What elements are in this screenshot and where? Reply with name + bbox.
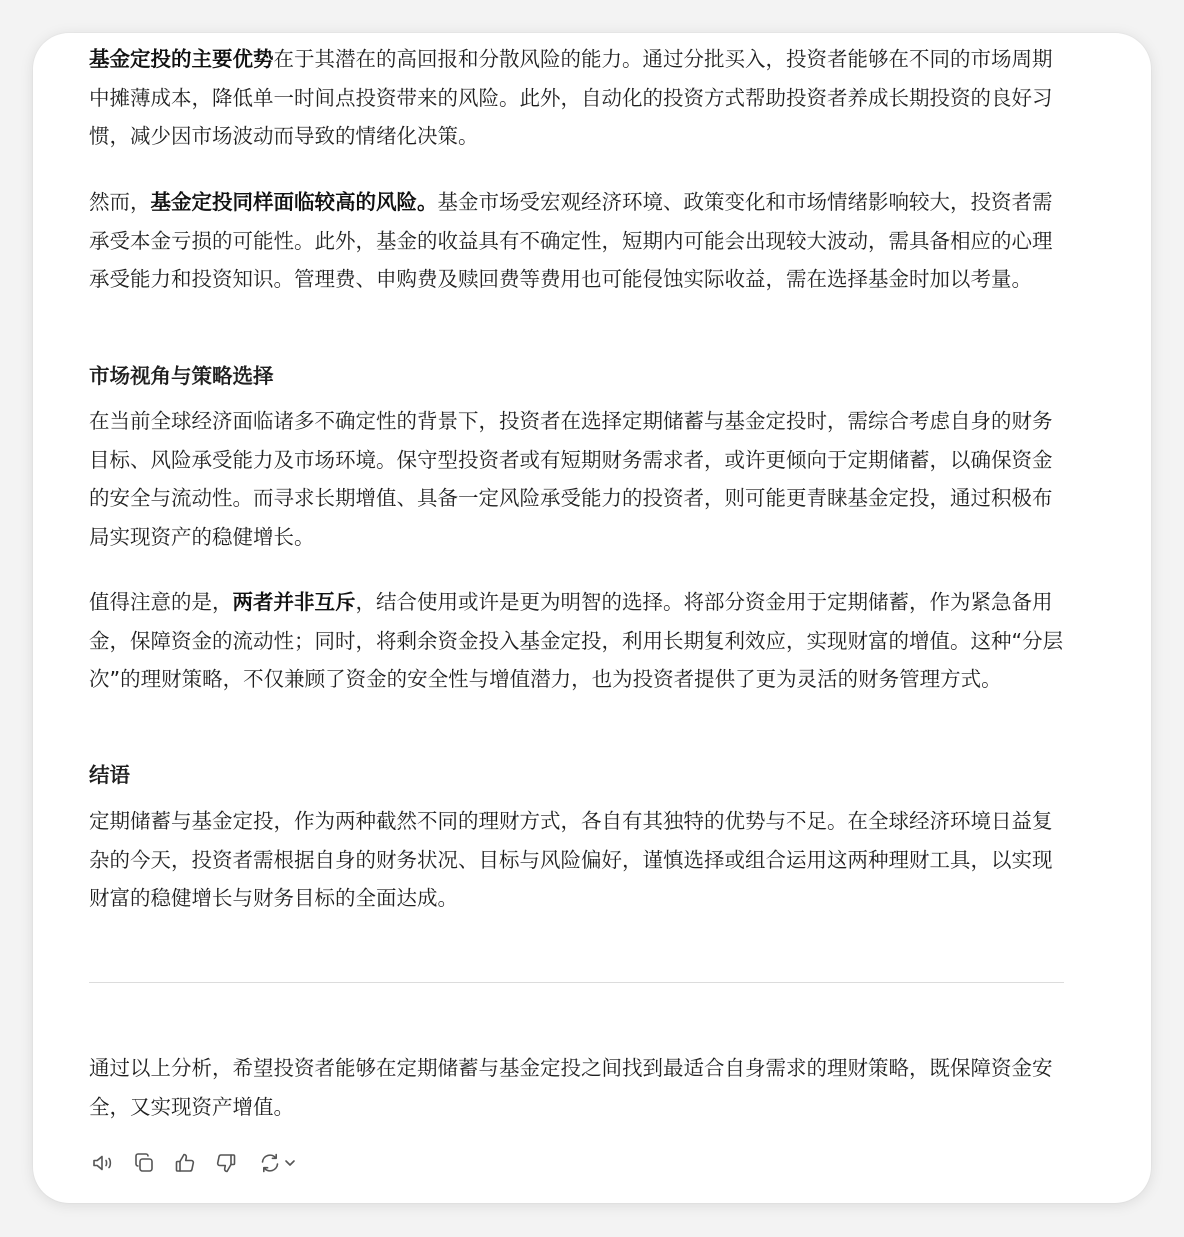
speaker-icon — [91, 1151, 115, 1175]
chevron-down-icon — [283, 1156, 297, 1170]
paragraph-text: 值得注意的是， — [89, 590, 233, 614]
regenerate-icon — [258, 1151, 282, 1175]
paragraph-text: ，结合使用或许是更为明智的选择。将部分资金用于定期储蓄，作为紧急备用金，保障资金的流动性；同时，将剩余资金投入基金定投，利用长期复利效应，实现财富的增值。这种“分层次”的理财策略，不仅兼顾了资金的安全性与增值潜力，也为投资者提供了更为灵活的财务管理方式。 — [89, 590, 1064, 691]
paragraph-text: 基金市场受宏观经济环境、政策变化和市场情绪影响较大，投资者需承受本金亏损的可能性。此外，基金的收益具有不确定性，短期内可能会出现较大波动，需具备相应的心理承受能力和投资知识。管理费、申购费及赎回费等费用也可能侵蚀实际收益，需在选择基金时加以考量。 — [89, 190, 1053, 291]
paragraph-conclusion: 定期储蓄与基金定投，作为两种截然不同的理财方式，各自有其独特的优势与不足。在全球经济环境日益复杂的今天，投资者需根据自身的财务状况、目标与风险偏好，谨慎选择或组合运用这两种理财工具，以实现财富的稳健增长与财务目标的全面达成。 — [89, 809, 1053, 910]
paragraph-text: 然而， — [89, 190, 151, 214]
copy-icon — [132, 1151, 156, 1175]
regenerate-button[interactable] — [254, 1150, 300, 1176]
bold-phrase: 基金定投同样面临较高的风险。 — [150, 190, 438, 214]
read-aloud-button[interactable] — [90, 1150, 116, 1176]
paragraph-market-view: 在当前全球经济面临诸多不确定性的背景下，投资者在选择定期储蓄与基金定投时，需综合考虑自身的财务目标、风险承受能力及市场环境。保守型投资者或有短期财务需求者，或许更倾向于定期储蓄，以确保资金的安全与流动性。而寻求长期增值、具备一定风险承受能力的投资者，则可能更青睐基金定投，通过积极布局实现资产的稳健增长。 — [89, 409, 1053, 549]
paragraph-text: 在于其潜在的高回报和分散风险的能力。通过分批买入，投资者能够在不同的市场周期中摊薄成本，降低单一时间点投资带来的风险。此外，自动化的投资方式帮助投资者养成长期投资的良好习惯，减少因市场波动而导致的情绪化决策。 — [89, 47, 1053, 148]
paragraph-fund-risks — [89, 183, 1064, 299]
bold-phrase: 两者并非互斥 — [232, 590, 356, 614]
chat-message-card — [33, 33, 1151, 1203]
thumbs-down-icon — [214, 1151, 238, 1175]
section-heading-market: 市场视角与策略选择 — [89, 364, 274, 388]
like-button[interactable] — [172, 1150, 198, 1176]
bold-phrase: 基金定投的主要优势 — [89, 47, 274, 71]
section-heading-conclusion: 结语 — [89, 763, 130, 787]
dislike-button[interactable] — [213, 1150, 239, 1176]
copy-button[interactable] — [131, 1150, 157, 1176]
message-action-bar — [90, 1150, 315, 1176]
paragraph-fund-advantages — [89, 40, 1064, 156]
divider — [89, 982, 1064, 983]
paragraph-combination — [89, 583, 1064, 699]
paragraph-summary: 通过以上分析，希望投资者能够在定期储蓄与基金定投之间找到最适合自身需求的理财策略，既保障资金安全，又实现资产增值。 — [89, 1056, 1053, 1119]
thumbs-up-icon — [173, 1151, 197, 1175]
